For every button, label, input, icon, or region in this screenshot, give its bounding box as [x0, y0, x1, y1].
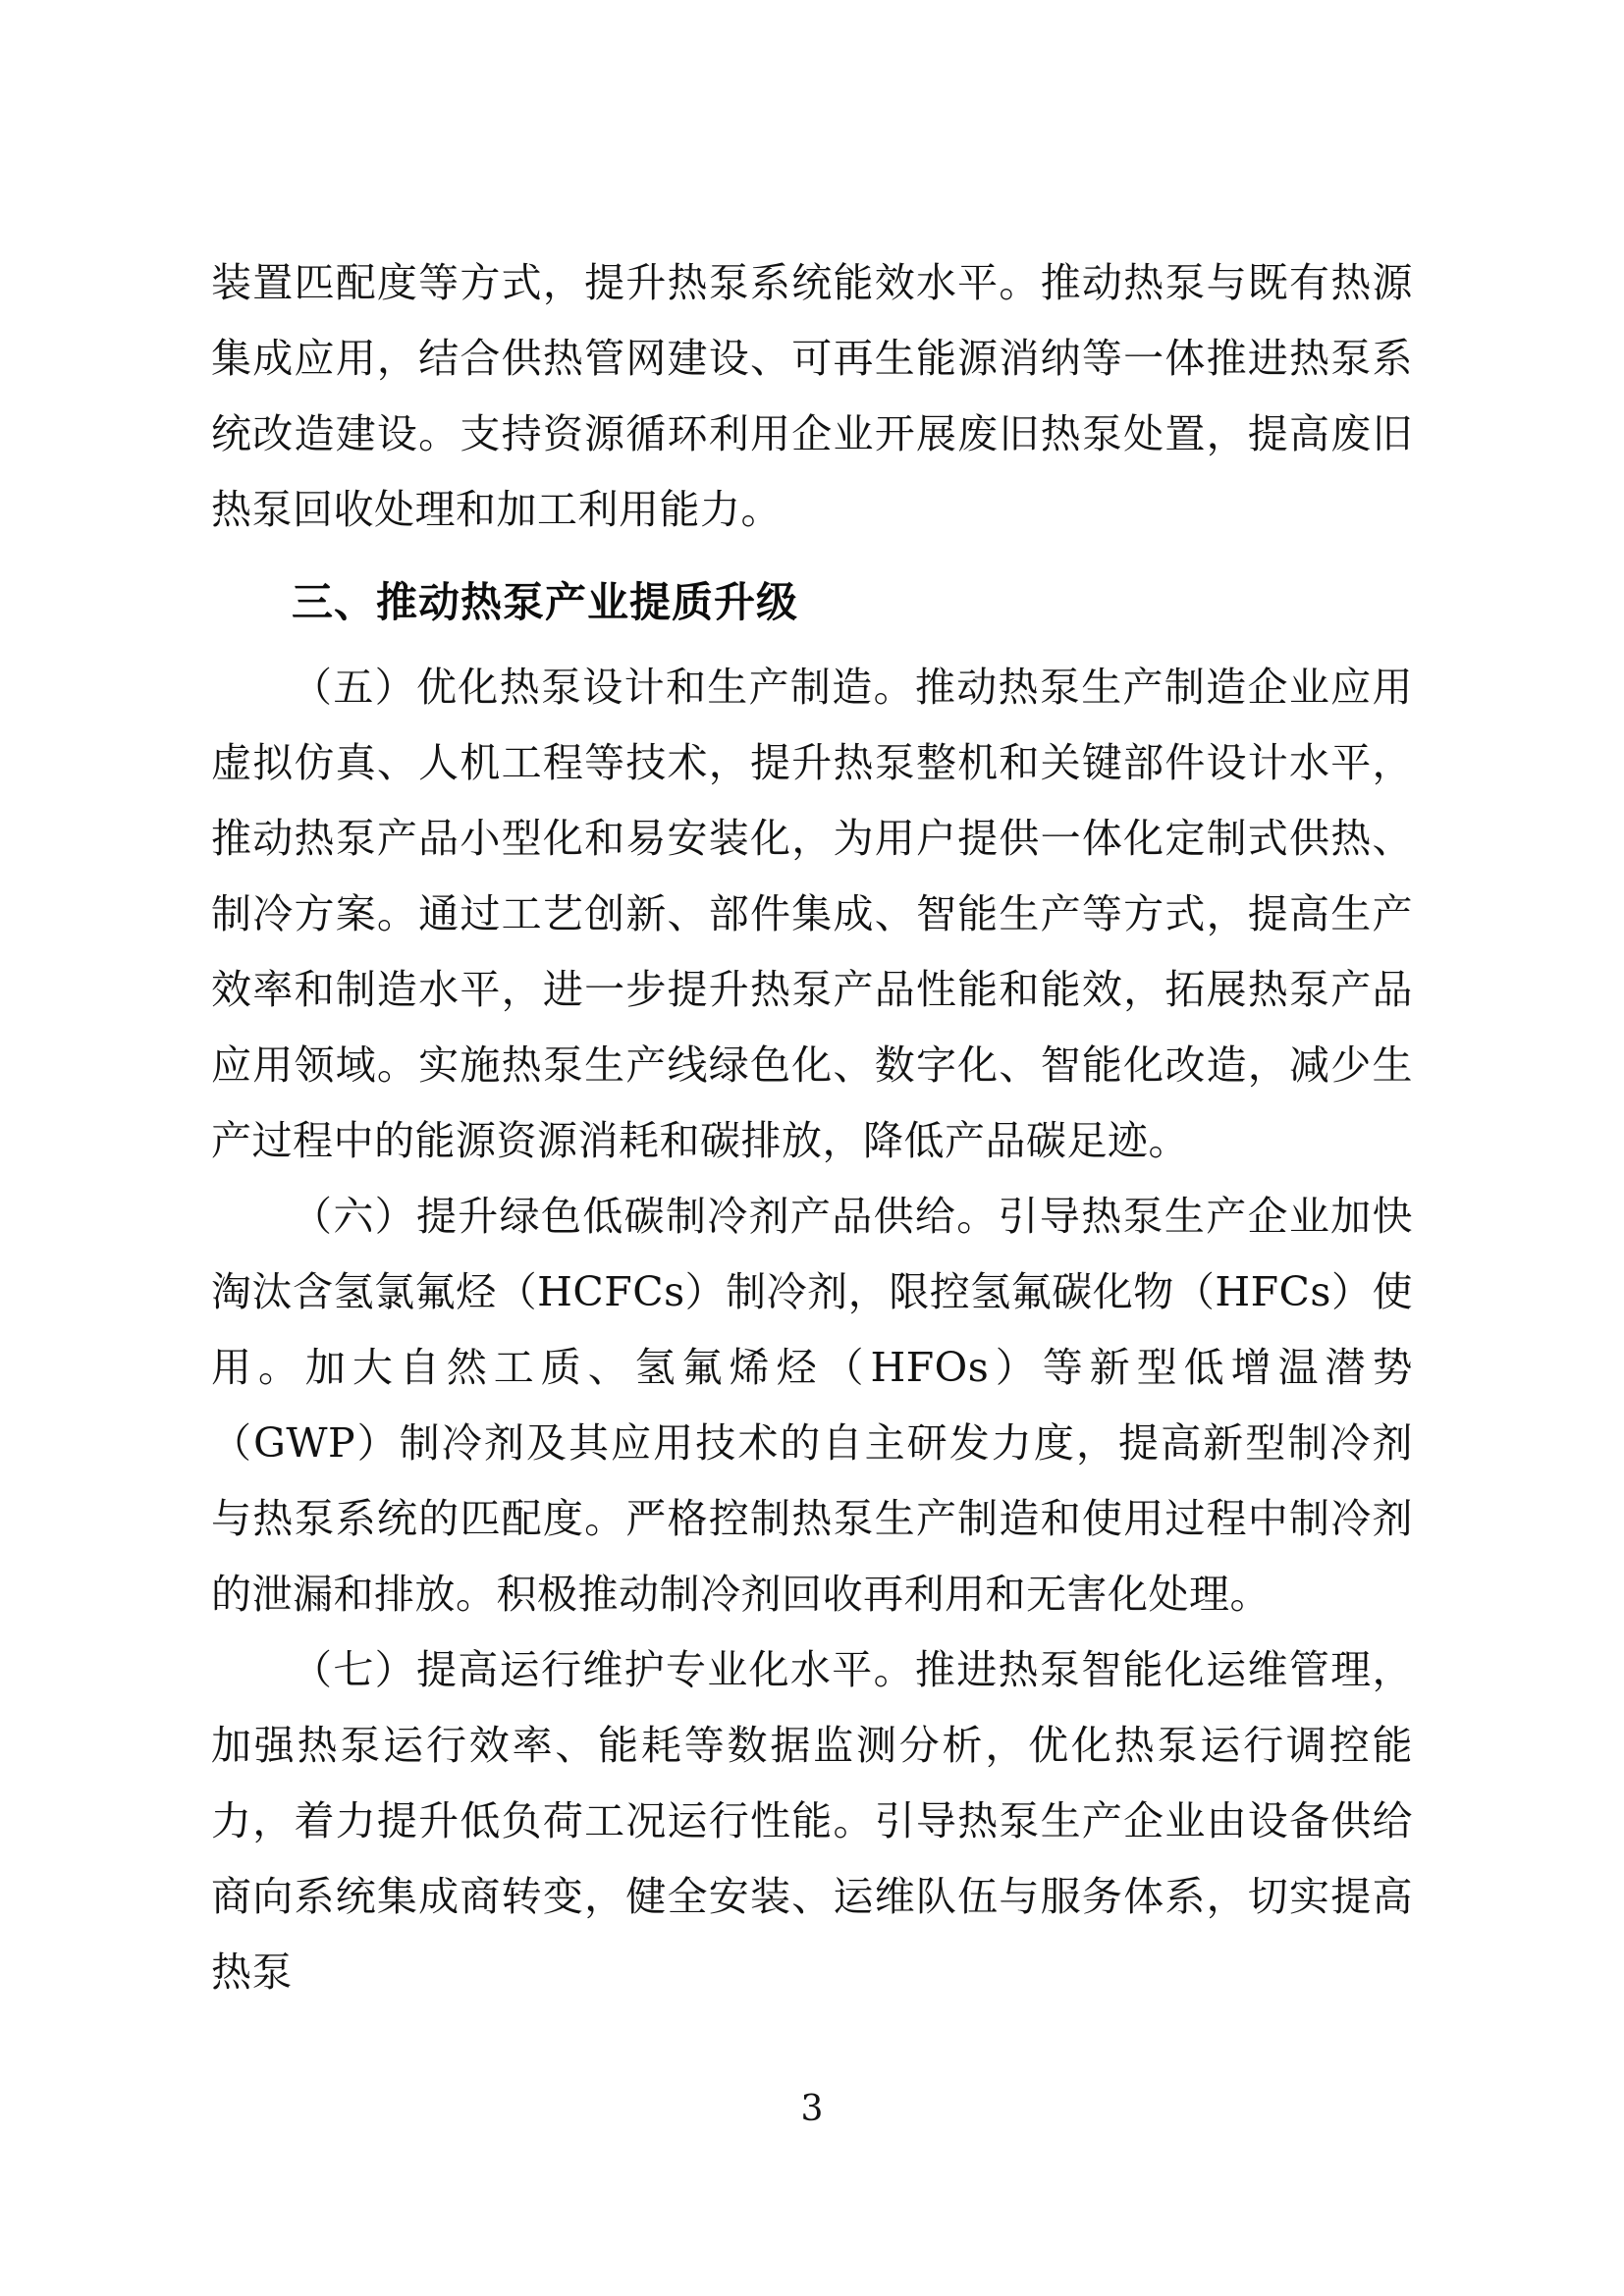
paragraph-item-seven: （七）提高运行维护专业化水平。推进热泵智能化运维管理，加强热泵运行效率、能耗等数据监测分析，优化热泵运行调控能力，着力提升低负荷工况运行性能。引导热泵生产企业由设备供给商向系统集成商转变，健全安装、运维队伍与服务体系，切实提高热泵 [211, 1646, 1413, 1996]
document-body [211, 245, 1413, 2010]
paragraph-item-five: （五）优化热泵设计和生产制造。推动热泵生产制造企业应用虚拟仿真、人机工程等技术，提升热泵整机和关键部件设计水平，推动热泵产品小型化和易安装化，为用户提供一体化定制式供热、制冷方案。通过工艺创新、部件集成、智能生产等方式，提高生产效率和制造水平，进一步提升热泵产品性能和能效，拓展热泵产品应用领域。实施热泵生产线绿色化、数字化、智能化改造，减少生产过程中的能源资源消耗和碳排放，降低产品碳足迹。 [211, 664, 1413, 1164]
paragraph-item-six: （六）提升绿色低碳制冷剂产品供给。引导热泵生产企业加快淘汰含氢氯氟烃（HCFCs）制冷剂，限控氢氟碳化物（HFCs）使用。加大自然工质、氢氟烯烃（HFOs）等新型低增温潜势（GWP）制冷剂及其应用技术的自主研发力度，提高新型制冷剂与热泵系统的匹配度。严格控制热泵生产制造和使用过程中制冷剂的泄漏和排放。积极推动制冷剂回收再利用和无害化处理。 [211, 1193, 1413, 1618]
paragraph-continued: 装置匹配度等方式，提升热泵系统能效水平。推动热泵与既有热源集成应用，结合供热管网建设、可再生能源消纳等一体推进热泵系统改造建设。支持资源循环利用企业开展废旧热泵处置，提高废旧热泵回收处理和加工利用能力。 [211, 259, 1413, 533]
page-number: 3 [800, 2089, 824, 2129]
section-heading-three: 三、推动热泵产业提质升级 [292, 578, 799, 626]
